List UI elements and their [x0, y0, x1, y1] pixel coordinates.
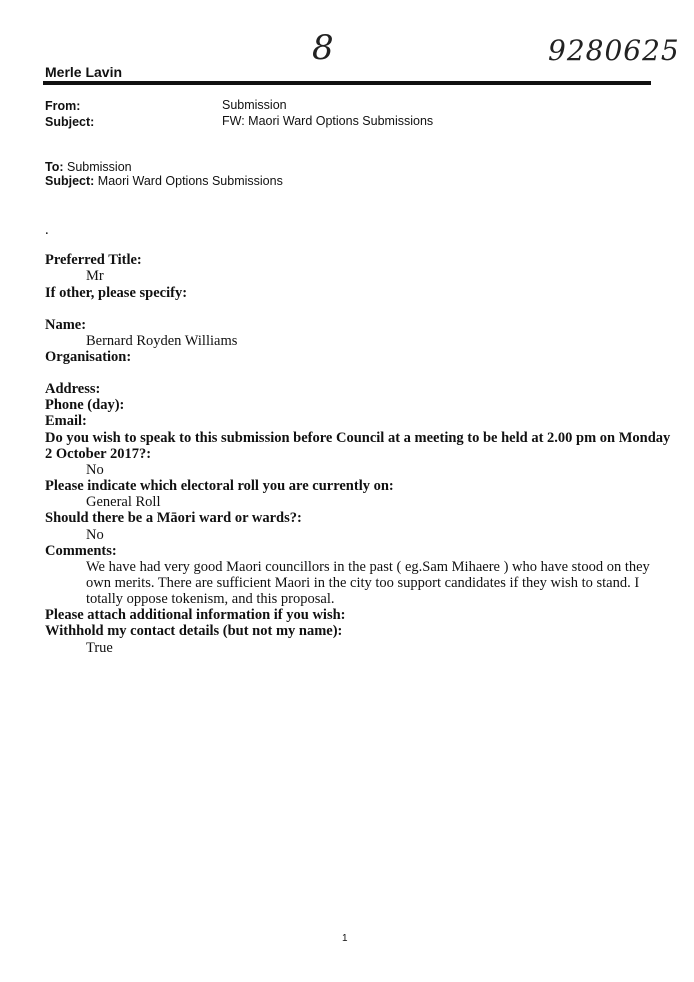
- fwd-to-value: Submission: [67, 160, 132, 174]
- fwd-to-line: [45, 160, 132, 174]
- withhold-label: Withhold my contact details (but not my name):: [45, 623, 343, 639]
- speak-label-line2: 2 October 2017?:: [45, 446, 152, 462]
- email-label: Email:: [45, 413, 87, 429]
- ward-label: Should there be a Māori ward or wards?:: [45, 510, 302, 526]
- address-label: Address:: [45, 381, 101, 397]
- fwd-subject-line: [45, 174, 283, 188]
- from-value: Submission: [222, 98, 287, 112]
- ward-value: No: [86, 527, 104, 543]
- comments-line: own merits. There are sufficient Maori in the city too support candidates if they wish to stand. I: [86, 575, 640, 591]
- comments-label: Comments:: [45, 543, 117, 559]
- handwritten-page-mark: 8: [312, 28, 335, 68]
- speak-value: No: [86, 462, 104, 478]
- subject-label: Subject:: [45, 115, 95, 129]
- comments-line: We have had very good Maori councillors in the past ( eg.Sam Mihaere ) who have stood on they: [86, 559, 650, 575]
- from-label: From:: [45, 99, 81, 113]
- subject-value: FW: Maori Ward Options Submissions: [222, 114, 434, 128]
- stray-dot: .: [45, 222, 49, 238]
- preferred-title-value: Mr: [86, 268, 104, 284]
- roll-value: General Roll: [86, 494, 161, 510]
- sender-name: Merle Lavin: [45, 64, 123, 80]
- handwritten-doc-number: 9280625: [548, 34, 680, 67]
- comments-line: totally oppose tokenism, and this proposal.: [86, 591, 335, 607]
- page-number: 1: [342, 933, 348, 944]
- roll-label: Please indicate which electoral roll you are currently on:: [45, 478, 394, 494]
- attach-label: Please attach additional information if you wish:: [45, 607, 346, 623]
- fwd-subject-label: Subject:: [45, 174, 95, 188]
- phone-label: Phone (day):: [45, 397, 125, 413]
- preferred-title-label: Preferred Title:: [45, 252, 142, 268]
- withhold-value: True: [86, 640, 113, 656]
- fwd-subject-value: Maori Ward Options Submissions: [97, 174, 283, 188]
- speak-label-line1: Do you wish to speak to this submission before Council at a meeting to be held at 2.00 pm on Monday: [45, 430, 671, 446]
- fwd-to-label: To:: [45, 160, 64, 174]
- name-label: Name:: [45, 317, 87, 333]
- header-rule: [43, 81, 651, 85]
- if-other-label: If other, please specify:: [45, 285, 188, 301]
- name-value: Bernard Royden Williams: [86, 333, 238, 349]
- organisation-label: Organisation:: [45, 349, 132, 365]
